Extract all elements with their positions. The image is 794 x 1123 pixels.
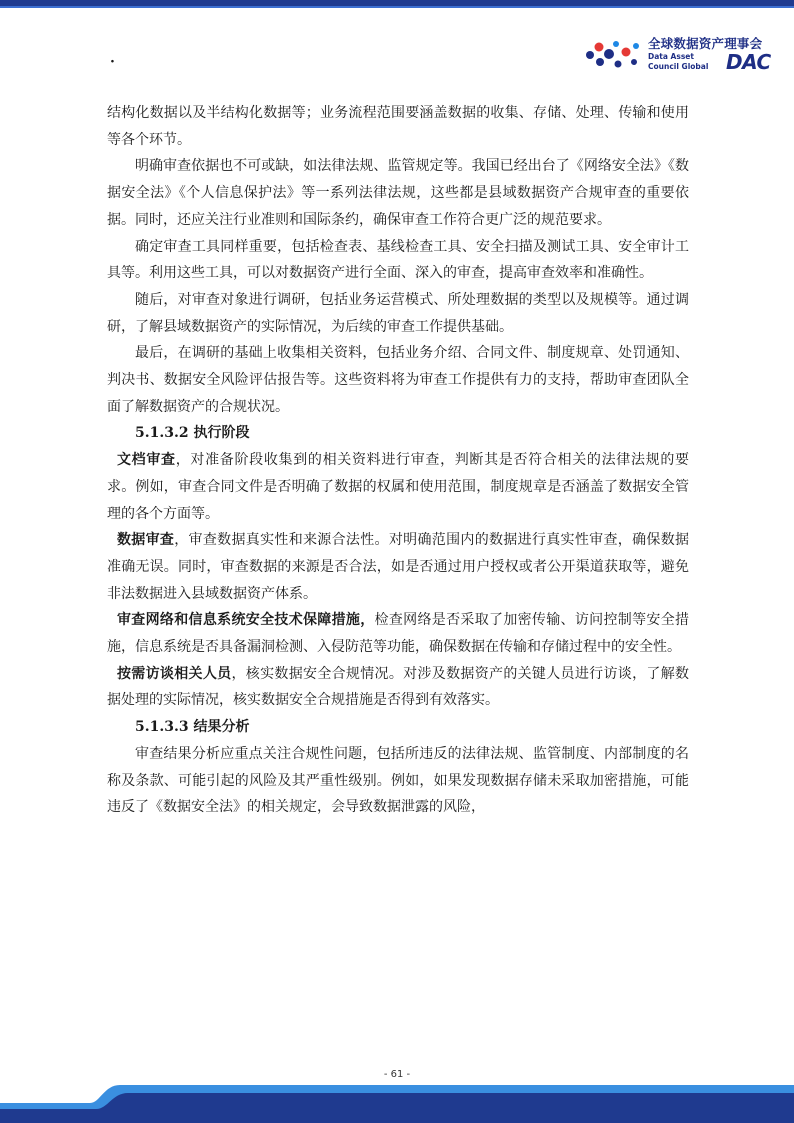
top-border-accent — [0, 6, 794, 8]
paragraph — [107, 447, 689, 527]
header-dot: · — [110, 54, 115, 70]
dac-logo-mark-icon — [582, 38, 644, 72]
paragraph-text: ，核实数据安全合规情况。对涉及数据资产的关键人员进行访谈，了解数据处理的实际情况，核实数据安全合规措施是否得到有效落实。 — [107, 665, 690, 709]
paragraph: 结构化数据以及半结构化数据等；业务流程范围要涵盖数据的收集、存储、处理、传输和使用等各个环节。 — [107, 105, 689, 148]
page-number: - 61 - — [383, 1069, 411, 1080]
paragraph: 最后，在调研的基础上收集相关资料，包括业务介绍、合同文件、制度规章、处罚通知、判决书、数据安全风险评估报告等。这些资料将为审查工作提供有力的支持，帮助审查团队全面了解数据资产的合规状况。 — [107, 345, 689, 415]
paragraph-text: 检查网络是否采取了加密传输、访问控制等安全措施，信息系统是否具备漏洞检测、入侵防范等功能，确保数据在传输和存储过程中的安全性。 — [107, 612, 690, 656]
bold-term: 文档审查 — [117, 452, 176, 469]
footer-wave-decoration — [0, 1081, 794, 1123]
page-body — [107, 100, 689, 821]
paragraph — [107, 527, 689, 607]
dac-logo — [582, 34, 782, 78]
paragraph: 审查结果分析应重点关注合规性问题，包括所违反的法律法规、监管制度、内部制度的名称及条款、可能引起的风险及其严重性级别。例如，如果发现数据存储未采取加密措施，可能违反了《数据安全法》的相关规定，会导致数据泄露的风险， — [107, 745, 689, 816]
logo-abbreviation: DAC — [726, 50, 771, 74]
paragraph — [107, 661, 689, 714]
section-heading: 5.1.3.2 执行阶段 — [135, 425, 250, 442]
bold-term: 审查网络和信息系统安全技术保障措施， — [117, 612, 375, 629]
paragraph-text: ，对准备阶段收集到的相关资料进行审查，判断其是否符合相关的法律法规的要求。例如，审查合同文件是否明确了数据的权属和使用范围，制度规章是否涵盖了数据安全管理的各个方面等。 — [107, 452, 690, 522]
logo-english-line1: Data Asset — [648, 52, 694, 61]
logo-chinese-name: 全球数据资产理事会 — [648, 36, 763, 51]
logo-english-line2: Council Global — [648, 62, 709, 71]
bold-term: 按需访谈相关人员 — [117, 665, 232, 682]
section-heading: 5.1.3.3 结果分析 — [135, 719, 250, 736]
paragraph: 随后，对审查对象进行调研，包括业务运营模式、所处理数据的类型以及规模等。通过调研，了解县域数据资产的实际情况，为后续的审查工作提供基础。 — [107, 291, 689, 335]
paragraph: 确定审查工具同样重要，包括检查表、基线检查工具、安全扫描及测试工具、安全审计工具等。利用这些工具，可以对数据资产进行全面、深入的审查，提高审查效率和准确性。 — [107, 238, 689, 282]
bold-term: 数据审查 — [117, 532, 175, 549]
paragraph — [107, 607, 689, 660]
paragraph: 明确审查依据也不可或缺，如法律法规、监管规定等。我国已经出台了《网络安全法》《数据安全法》《个人信息保护法》等一系列法律法规，这些都是县域数据资产合规审查的重要依据。同时，还应关注行业准则和国际条约，确保审查工作符合更广泛的规范要求。 — [107, 158, 689, 228]
paragraph-text: ，审查数据真实性和来源合法性。对明确范围内的数据进行真实性审查，确保数据准确无误。同时，审查数据的来源是否合法，如是否通过用户授权或者公开渠道获取等，避免非法数据进入县域数据资产体系。 — [107, 532, 690, 602]
